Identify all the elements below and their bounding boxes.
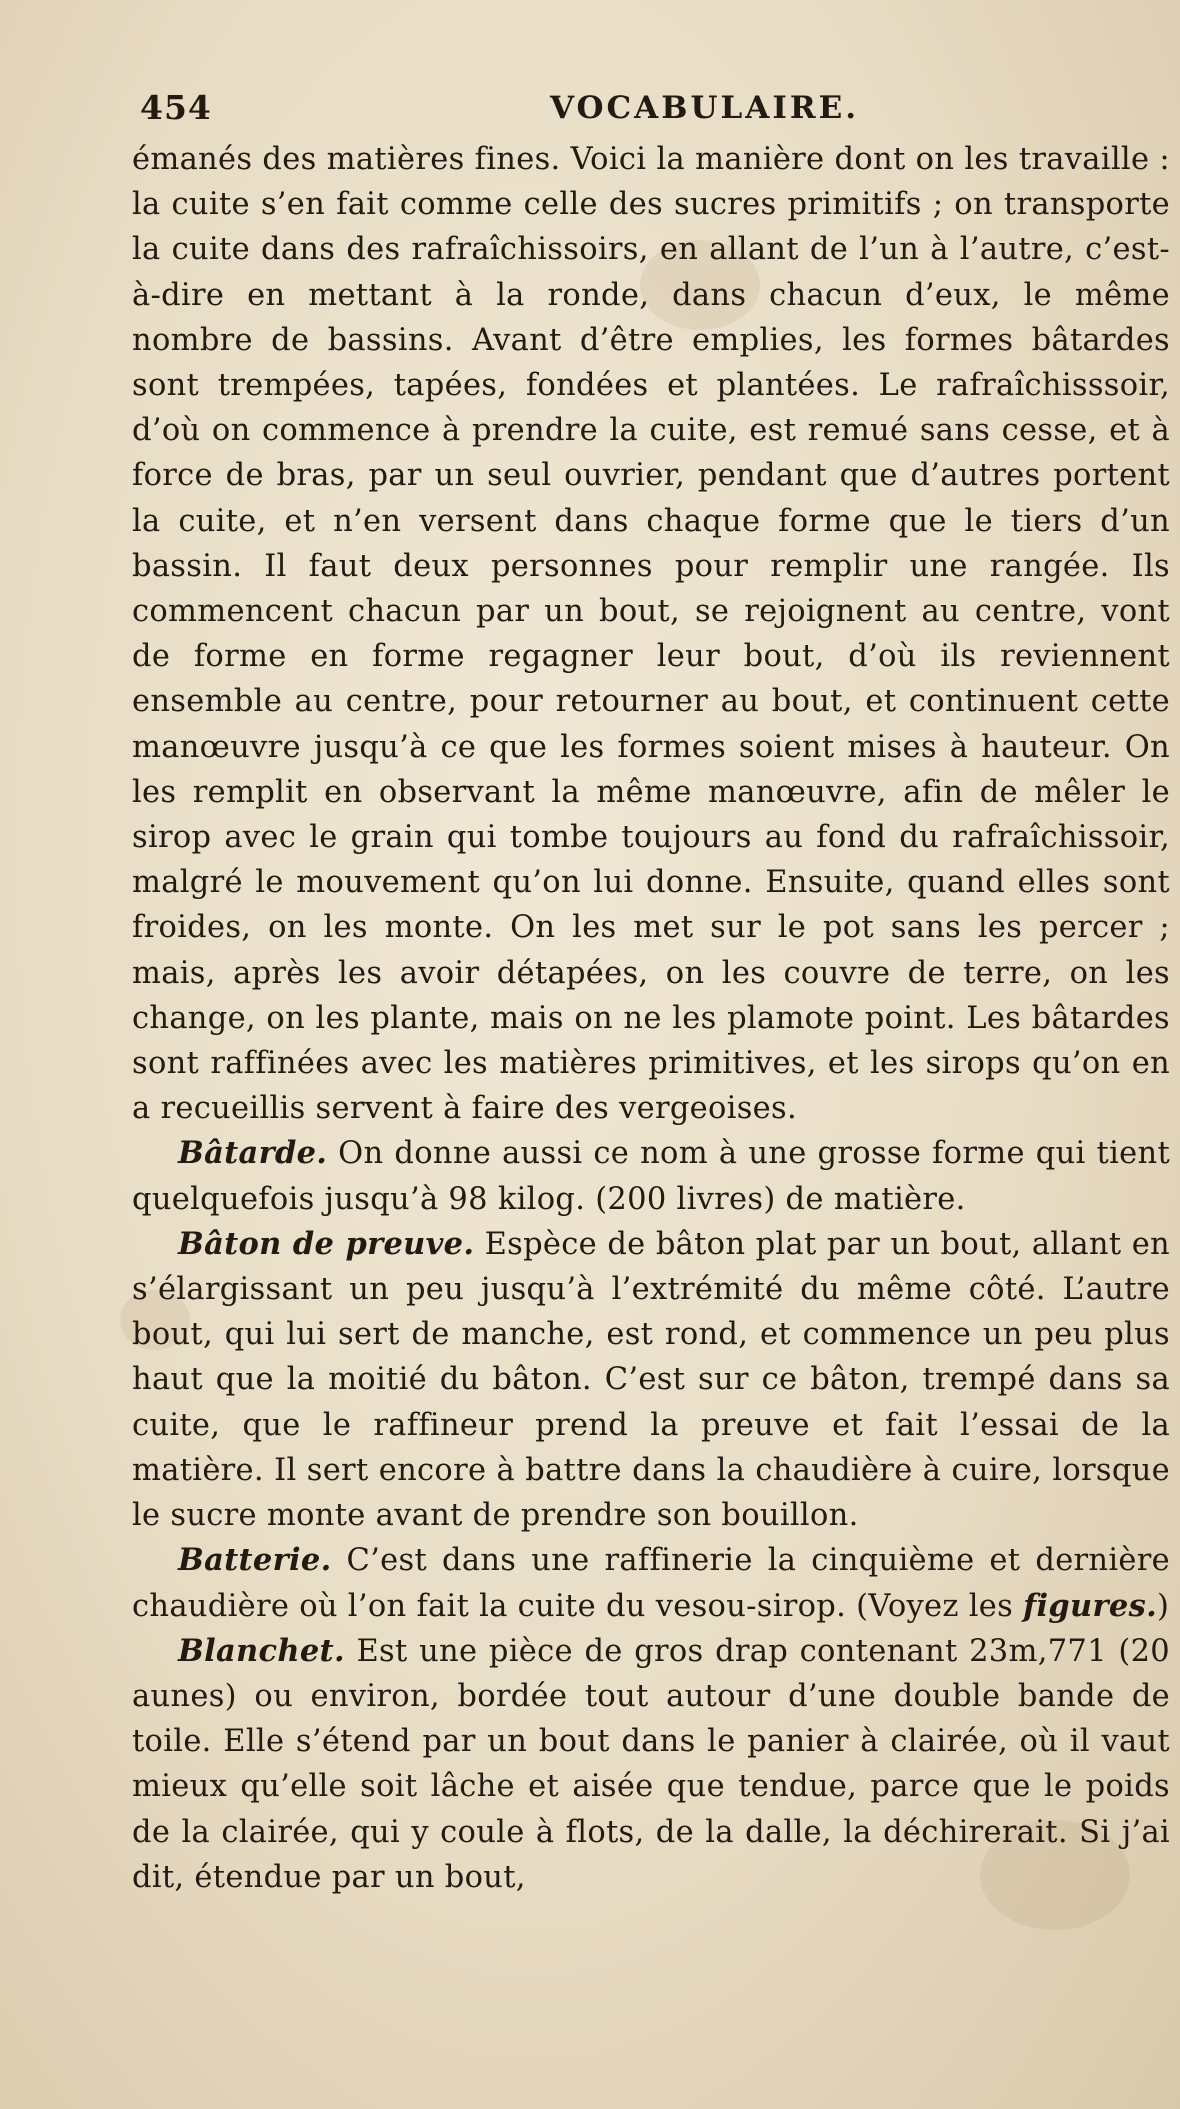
running-title: VOCABULAIRE. (550, 90, 860, 126)
entry-definition: On donne aussi ce nom à une grosse forme qui tient quelquefois jusqu’à 98 kilog. (200 livres) de matière. (132, 1136, 1170, 1217)
entry-baton-de-preuve (132, 1222, 1170, 1538)
entry-blanchet (132, 1629, 1170, 1900)
entry-italic-reference: figures. (1023, 1587, 1157, 1624)
entry-headword: Batterie. (178, 1542, 332, 1579)
entry-batarde (132, 1131, 1170, 1221)
continued-paragraph: émanés des matières fines. Voici la manière dont on les travaille : la cuite s’en fait comme celle des sucres primitifs ; on transporte la cuite dans des rafraîchissoirs, en allant de l’un à l’autre, c’est-à-dire en mettant à la ronde, dans chacun d’eux, le même nombre de bassins. Avant d’être emplies, les formes bâtardes sont trempées, tapées, fondées et plantées. Le rafraîchisssoir, d’où on commence à prendre la cuite, est remué sans cesse, et à force de bras, par un seul ouvrier, pendant que d’autres portent la cuite, et n’en versent dans chaque forme que le tiers d’un bassin. Il faut deux personnes pour remplir une rangée. Ils commencent chacun par un bout, se rejoignent au centre, vont de forme en forme regagner leur bout, d’où ils reviennent ensemble au centre, pour retourner au bout, et continuent cette manœuvre jusqu’à ce que les formes soient mises à hauteur. On les remplit en observant la même manœuvre, afin de mêler le sirop avec le grain qui tombe toujours au fond du rafraîchissoir, malgré le mouvement qu’on lui donne. Ensuite, quand elles sont froides, on les monte. On les met sur le pot sans les percer ; mais, après les avoir détapées, on les couvre de terre, on les change, on les plante, mais on ne les plamote point. Les bâtardes sont raffinées avec les matières primitives, et les sirops qu’on en a recueillis servent à faire des vergeoises. (132, 142, 1170, 1127)
entry-headword: Blanchet. (178, 1632, 345, 1669)
entry-closing-paren: ) (1156, 1588, 1170, 1624)
running-head (140, 88, 1170, 134)
entry-batterie (132, 1538, 1170, 1628)
entry-headword: Bâton de preuve. (178, 1225, 475, 1262)
entry-headword: Bâtarde. (178, 1135, 328, 1172)
entry-definition: Espèce de bâton plat par un bout, allant en s’élargissant un peu jusqu’à l’extrémité du même côté. L’autre bout, qui lui sert de manche, est rond, et commence un peu plus haut que la moitié du bâton. C’est sur ce bâton, trempé dans sa cuite, que le raffineur prend la preuve et fait l’essai de la matière. Il sert encore à battre dans la chaudière à cuire, lorsque le sucre monte avant de prendre son bouillon. (132, 1226, 1170, 1534)
entry-definition: Est une pièce de gros drap contenant 23m,771 (20 aunes) ou environ, bordée tout autour d’une double bande de toile. Elle s’étend par un bout dans le panier à clairée, où il vaut mieux qu’elle soit lâche et aisée que tendue, parce que le poids de la clairée, qui y coule à flots, de la dalle, la déchirerait. Si j’ai dit, étendue par un bout, (132, 1633, 1170, 1895)
entry-definition: C’est dans une raffinerie la cinquième et dernière chaudière où l’on fait la cuite du vesou-sirop. (Voyez les (132, 1543, 1170, 1624)
page-body (132, 137, 1170, 1900)
page-number: 454 (140, 88, 212, 127)
